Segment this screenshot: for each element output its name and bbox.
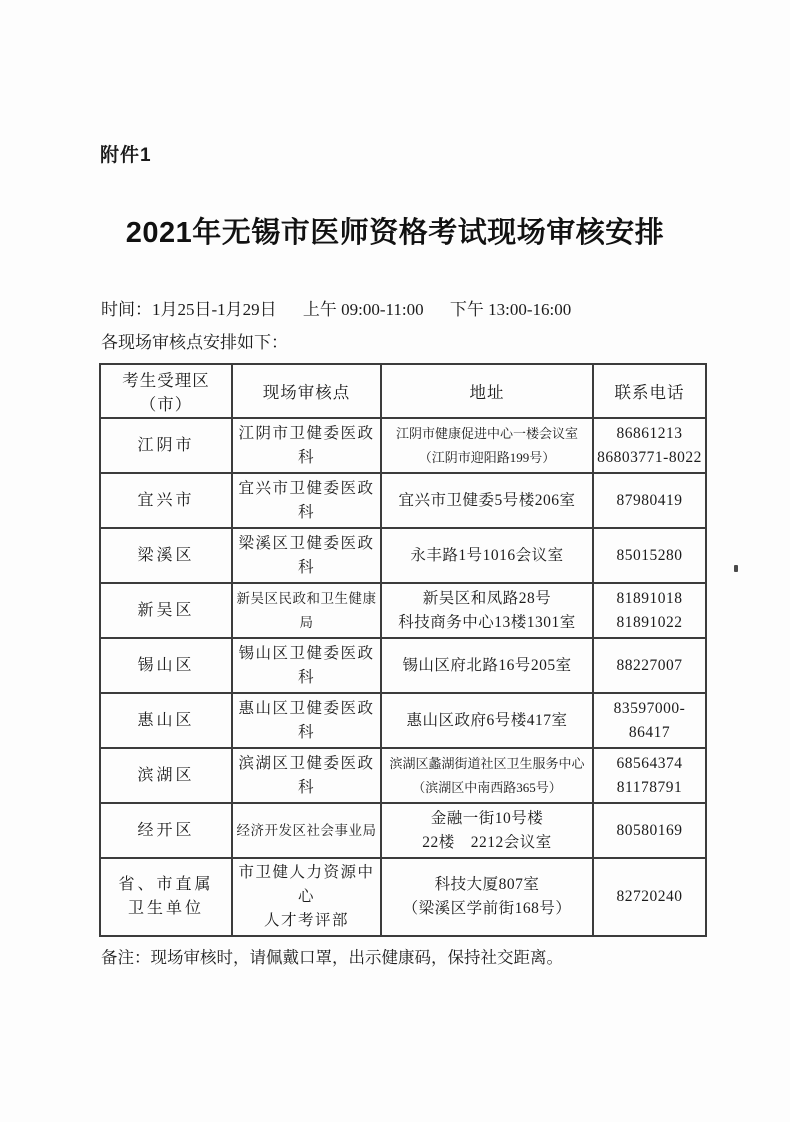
phone-line: 86803771-8022 <box>597 448 702 466</box>
district-cell <box>100 638 232 693</box>
site-text: 宜兴市卫健委医政科 <box>238 479 375 521</box>
attachment-label: 附件1 <box>100 145 152 166</box>
phone-line: 83597000-86417 <box>613 699 686 741</box>
site-text: 锡山区卫健委医政科 <box>238 644 375 686</box>
address-line: 金融一街10号楼 <box>430 809 544 827</box>
site-text: 江阴市卫健委医政科 <box>238 424 375 466</box>
site-cell <box>232 748 381 803</box>
scan-artifact <box>734 565 738 572</box>
address-cell <box>381 638 593 693</box>
district-text: 惠山区 <box>137 711 195 729</box>
time-afternoon: 下午 13:00-16:00 <box>449 300 572 319</box>
district-cell <box>100 418 232 473</box>
phone-cell <box>593 748 706 803</box>
table-header-row <box>100 364 706 418</box>
address-cell <box>381 803 593 858</box>
table-row <box>100 803 706 858</box>
address-line: 惠山区政府6号楼417室 <box>406 711 568 729</box>
address-line: （梁溪区学前街168号） <box>402 900 572 917</box>
site-text: 新吴区民政和卫生健康局 <box>236 590 377 630</box>
site-cell <box>232 858 381 936</box>
district-cell <box>100 583 232 638</box>
phone-cell <box>593 583 706 638</box>
phone-line: 87980419 <box>616 491 683 509</box>
district-cell <box>100 693 232 748</box>
phone-line: 85015280 <box>616 546 683 564</box>
address-line: 宜兴市卫健委5号楼206室 <box>398 491 576 509</box>
phone-line: 81891018 <box>616 589 683 607</box>
address-cell <box>381 473 593 528</box>
district-text: 省、市直属 <box>118 876 214 893</box>
phone-cell <box>593 528 706 583</box>
district-text: 卫生单位 <box>127 900 204 917</box>
site-cell <box>232 473 381 528</box>
document-title: 2021年无锡市医师资格考试现场审核安排 <box>125 217 665 249</box>
phone-line: 81891022 <box>616 613 683 631</box>
address-line: 锡山区府北路16号205室 <box>402 656 572 674</box>
header-site: 现场审核点 <box>232 364 381 418</box>
address-line: 永丰路1号1016会议室 <box>410 546 564 564</box>
phone-line: 81178791 <box>616 778 683 796</box>
district-text: 经开区 <box>137 821 195 839</box>
time-line <box>101 295 571 320</box>
address-line: 江阴市健康促进中心一楼会议室 <box>395 425 578 441</box>
district-cell <box>100 528 232 583</box>
site-cell <box>232 693 381 748</box>
district-cell <box>100 748 232 803</box>
address-line: 22楼 2212会议室 <box>422 833 552 851</box>
site-text: 经济开发区社会事业局 <box>236 822 377 838</box>
district-text: 滨湖区 <box>137 766 195 784</box>
phone-cell <box>593 638 706 693</box>
site-cell <box>232 803 381 858</box>
header-phone: 联系电话 <box>593 364 706 418</box>
address-line: 新吴区和凤路28号 <box>422 589 552 607</box>
site-cell <box>232 528 381 583</box>
address-line: （江阴市迎阳路199号） <box>418 449 556 465</box>
district-text: 梁溪区 <box>137 546 195 564</box>
phone-line: 88227007 <box>616 656 683 674</box>
header-district: 考生受理区（市） <box>100 364 232 418</box>
site-cell <box>232 418 381 473</box>
address-cell <box>381 583 593 638</box>
table-row <box>100 418 706 473</box>
table-row <box>100 748 706 803</box>
address-line: （滨湖区中南西路365号） <box>412 779 562 795</box>
phone-line: 86861213 <box>616 424 683 442</box>
address-line: 科技大厦807室 <box>434 876 540 893</box>
site-text: 滨湖区卫健委医政科 <box>238 754 375 796</box>
phone-line: 68564374 <box>616 754 683 772</box>
phone-cell <box>593 803 706 858</box>
site-text: 人才考评部 <box>263 912 349 929</box>
address-line: 滨湖区蠡湖街道社区卫生服务中心 <box>389 755 585 771</box>
header-address: 地址 <box>381 364 593 418</box>
table-row <box>100 473 706 528</box>
site-text: 梁溪区卫健委医政科 <box>238 534 375 576</box>
site-cell <box>232 583 381 638</box>
table-row <box>100 638 706 693</box>
table-row <box>100 528 706 583</box>
district-cell <box>100 803 232 858</box>
site-text: 市卫健人力资源中心 <box>238 864 375 905</box>
intro-line: 各现场审核点安排如下： <box>101 333 288 352</box>
address-cell <box>381 528 593 583</box>
table-row <box>100 693 706 748</box>
phone-line: 80580169 <box>616 821 683 839</box>
address-cell <box>381 418 593 473</box>
time-morning: 上午 09:00-11:00 <box>302 300 424 319</box>
site-text: 惠山区卫健委医政科 <box>238 699 375 741</box>
phone-cell <box>593 418 706 473</box>
address-cell <box>381 693 593 748</box>
table-row <box>100 858 706 936</box>
address-cell <box>381 748 593 803</box>
district-text: 锡山区 <box>137 656 195 674</box>
address-line: 科技商务中心13楼1301室 <box>398 613 576 631</box>
phone-cell <box>593 693 706 748</box>
phone-cell <box>593 473 706 528</box>
site-cell <box>232 638 381 693</box>
district-cell <box>100 858 232 936</box>
note-line: 备注：现场审核时，请佩戴口罩，出示健康码，保持社交距离。 <box>101 948 563 967</box>
district-text: 江阴市 <box>137 436 195 454</box>
phone-line: 82720240 <box>616 888 683 905</box>
address-cell <box>381 858 593 936</box>
review-sites-table <box>99 363 707 937</box>
district-text: 宜兴市 <box>137 491 195 509</box>
time-range: 时间：1月25日-1月29日 <box>101 300 277 319</box>
table-row <box>100 583 706 638</box>
district-text: 新吴区 <box>137 601 195 619</box>
phone-cell <box>593 858 706 936</box>
district-cell <box>100 473 232 528</box>
